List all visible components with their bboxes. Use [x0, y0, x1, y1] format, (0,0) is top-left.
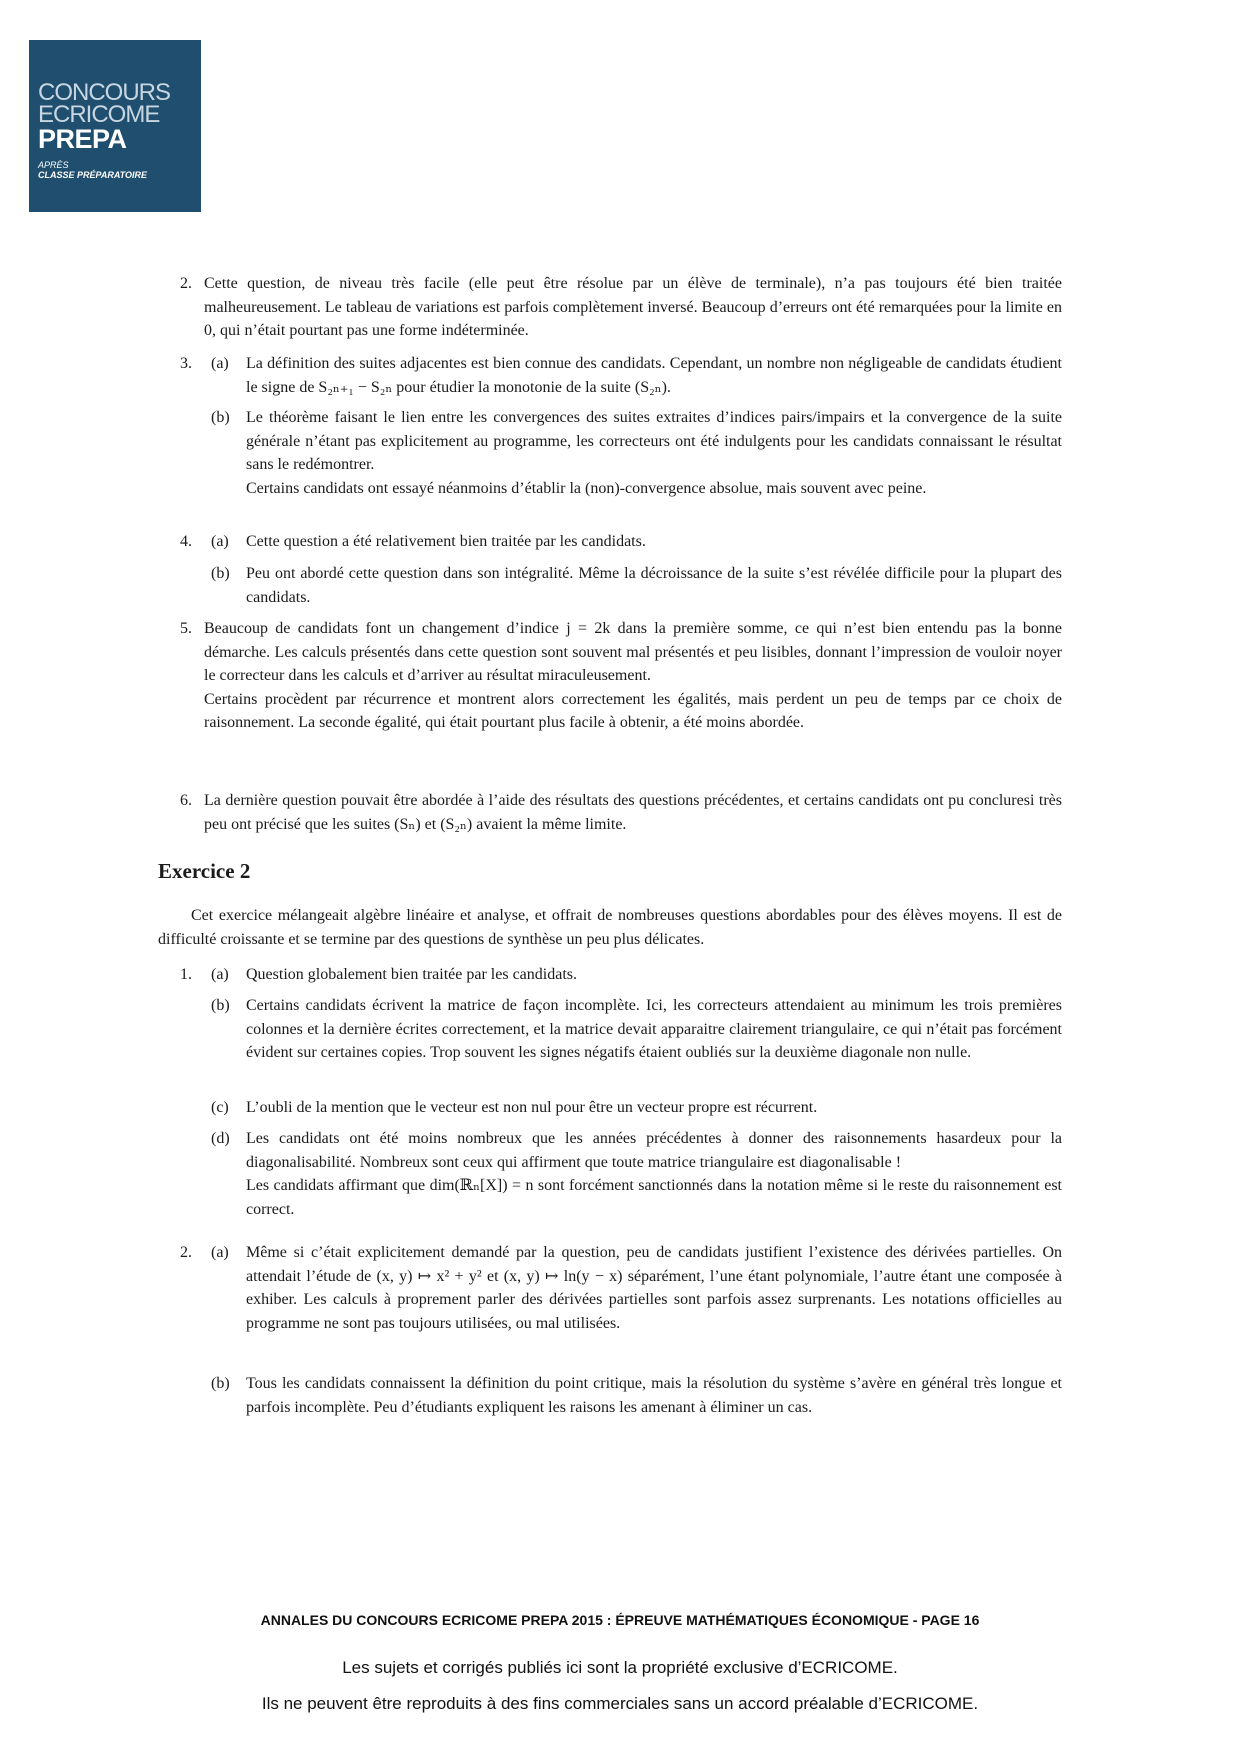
section-heading: Exercice 2: [158, 859, 251, 883]
subquestion-text: Les candidats ont été moins nombreux que les années précédentes à donner des raisonnements hasardeux pour la diagonalisabilité. Nombreux sont ceux qui affirment que toute matrice triangulaire est diagonalisable !: [246, 1130, 1062, 1171]
subquestion-text: Cette question a été relativement bien traitée par les candidats.: [246, 533, 646, 550]
question-number: 4.: [180, 533, 192, 550]
subquestion-text: Peu ont abordé cette question dans son intégralité. Même la décroissance de la suite s’est révélée difficile pour la plupart des candidats.: [246, 565, 1062, 606]
logo-line-prepa: PREPA: [38, 124, 127, 154]
subquestion-text-2: Certains candidats ont essayé néanmoins d’établir la (non)-convergence absolue, mais souvent avec peine.: [246, 479, 927, 497]
logo-line-ecricome: ECRICOME: [38, 101, 160, 128]
exercise-intro: Cet exercice mélangeait algèbre linéaire et analyse, et offrait de nombreuses questions abordables pour des élèves moyens. Il est de difficulté croissante et se termine par des questions de synthèse un peu plus délicates.: [158, 907, 1062, 948]
subquestion-body: [246, 406, 1062, 500]
subquestion-text: L’oubli de la mention que le vecteur est non nul pour être un vecteur propre est récurrent.: [246, 1099, 818, 1116]
subquestion-text-2: Les candidats affirmant que dim(ℝₙ[X]) = n sont forcément sanctionnés dans la notation même si le reste du raisonnement est correct.: [246, 1177, 1062, 1218]
subquestion-label: (a): [211, 1244, 229, 1261]
subquestion-text: Tous les candidats connaissent la définition du point critique, mais la résolution du système s’avère en général très longue et parfois incomplète. Peu d’étudiants expliquent les raisons les amenant à éliminer un cas.: [246, 1375, 1062, 1416]
subquestion-text: Question globalement bien traitée par les candidats.: [246, 966, 577, 983]
question-text: Beaucoup de candidats font un changement d’indice j = 2k dans la première somme, ce qui n’est bien entendu pas la bonne démarche. Les calculs présentés dans cette question sont souvent mal présentés et peu lisibles, donnant l’impression de vouloir noyer le correcteur dans les calculs et d’arriver au résultat miraculeusement.: [204, 620, 1062, 684]
question-number: 3.: [180, 355, 192, 372]
question-text: La dernière question pouvait être abordée à l’aide des résultats des questions précédentes, et certains candidats ont pu concluresi très peu ont précisé que les suites (Sₙ) et (S₂ₙ) avaient la même limite.: [204, 792, 1062, 833]
subquestion-body: [246, 1127, 1062, 1221]
footer-reproduction-notice: Ils ne peuvent être reproduits à des fins commerciales sans un accord préalable d’ECRICOME.: [261, 1694, 979, 1713]
subquestion-label: (a): [211, 533, 229, 550]
logo-line-apres: APRÈS: [38, 160, 69, 170]
question-number: 1.: [180, 966, 192, 983]
question-body: [204, 617, 1062, 735]
footer-annales-title: ANNALES DU CONCOURS ECRICOME PREPA 2015 : ÉPREUVE MATHÉMATIQUES ÉCONOMIQUE - PAGE 16: [260, 1612, 980, 1628]
subquestion-text: Certains candidats écrivent la matrice de façon incomplète. Ici, les correcteurs attendaient au minimum les trois premières colonnes et la dernière écrites correctement, et la matrice devait apparaitre clairement triangulaire, ce qui n’était pas forcément évident sur certaines copies. Trop souvent les signes négatifs étaient oubliés sur la deuxième diagonale non nulle.: [246, 997, 1062, 1061]
subquestion-label: (b): [211, 565, 230, 582]
subquestion-text: Même si c’était explicitement demandé par la question, peu de candidats justifient l’existence des dérivées partielles. On attendait l’étude de (x, y) ↦ x² + y² et (x, y) ↦ ln(y − x) séparément, l’une étant polynomiale, l’autre étant une composée à exhiber. Les calculs à proprement parler des dérivées partielles sont parfois assez surprenants. Les notations officielles au programme ne sont pas toujours utilisées, ou mal utilisées.: [246, 1244, 1062, 1332]
question-text: Cette question, de niveau très facile (elle peut être résolue par un élève de terminale), n’a pas toujours été bien traitée malheureusement. Le tableau de variations est parfois complètement inversé. Beaucoup d’erreurs ont été remarquées pour la limite en 0, qui n’était pourtant pas une forme indéterminée.: [204, 275, 1062, 339]
question-number: 2.: [180, 275, 192, 292]
logo-line-concours: CONCOURS: [38, 79, 171, 106]
subquestion-text: Le théorème faisant le lien entre les convergences des suites extraites d’indices pairs/impairs et la convergence de la suite générale n’étant pas explicitement au programme, les correcteurs ont été indulgents pour les candidats connaissant le résultat sans le redémontrer.: [246, 409, 1062, 473]
subquestion-label: (a): [211, 355, 229, 372]
question-number: 6.: [180, 792, 192, 809]
question-number: 2.: [180, 1244, 192, 1261]
footer-copyright: Les sujets et corrigés publiés ici sont la propriété exclusive d’ECRICOME.: [342, 1658, 898, 1677]
subquestion-label: (b): [211, 1375, 230, 1392]
question-text-2: Certains procèdent par récurrence et montrent alors correctement les égalités, mais perdent un peu de temps par ce choix de raisonnement. La seconde égalité, qui était pourtant plus facile à obtenir, a été moins abordée.: [204, 690, 1062, 731]
subquestion-label: (b): [211, 997, 230, 1014]
question-number: 5.: [180, 620, 192, 637]
ecricome-logo: [29, 40, 201, 212]
subquestion-text: La définition des suites adjacentes est bien connue des candidats. Cependant, un nombre non négligeable de candidats étudient le signe de S₂ₙ₊₁ − S₂ₙ pour étudier la monotonie de la suite (S₂ₙ).: [246, 355, 1062, 396]
subquestion-label: (b): [211, 409, 230, 426]
subquestion-label: (d): [211, 1130, 230, 1147]
logo-line-classe: CLASSE PRÉPARATOIRE: [38, 170, 148, 180]
subquestion-label: (c): [211, 1099, 229, 1116]
subquestion-label: (a): [211, 966, 229, 983]
